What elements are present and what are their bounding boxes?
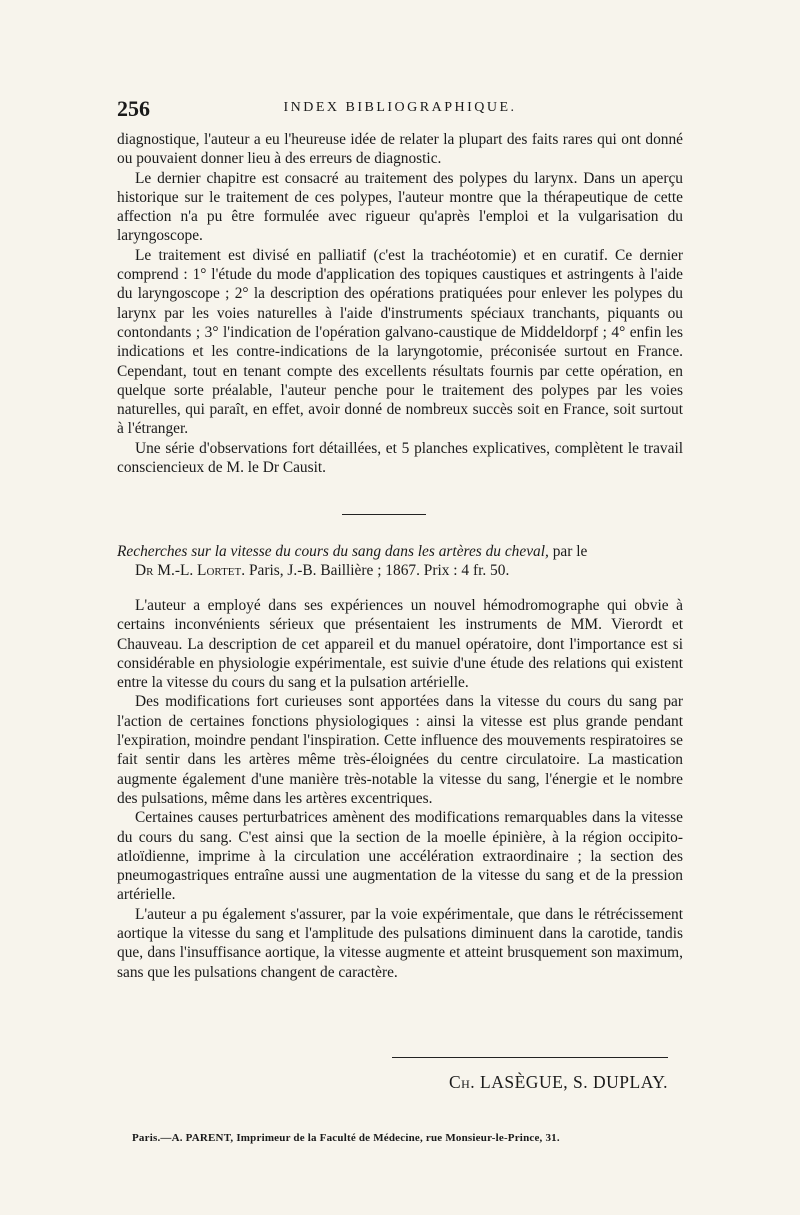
book-author: Dr M.-L. Lortet. xyxy=(135,562,246,580)
printer-imprint: Paris.—A. PARENT, Imprimeur de la Faculté de Médecine, rue Monsieur-le-Prince, 31. xyxy=(132,1132,560,1144)
paragraph: L'auteur a employé dans ses expériences un nouvel hémodromographe qui obvie à certains inconvénients sérieux que présentaient les instruments de MM. Vierordt et Chauveau. La description de cet appareil et du manuel opératoire, dont l'importance est si considérable en physiologie expérimentale, est suivie d'une étude des relations qui existent entre la vitesse du cours du sang et la pulsation artérielle. xyxy=(117,597,683,692)
paragraph: diagnostique, l'auteur a eu l'heureuse idée de relater la plupart des faits rares qui ont donné ou pouvaient donner lieu à des erreurs de diagnostic. xyxy=(117,131,683,168)
header-title: INDEX BIBLIOGRAPHIQUE. xyxy=(283,100,517,115)
book-title: Recherches sur la vitesse du cours du sang dans les artères du cheval, xyxy=(117,543,549,560)
page-number: 256 xyxy=(117,96,150,121)
review-one-text xyxy=(117,130,683,477)
book-publisher: Paris, J.-B. Baillière ; 1867. Prix : 4 fr. 50. xyxy=(248,562,510,580)
paragraph: Le dernier chapitre est consacré au traitement des polypes du larynx. Dans un aperçu historique sur le traitement de ces polypes, l'auteur montre que la thérapeutique de cette affection n'a pu être formulée avec rigueur qu'après l'emploi et la vulgarisation du laryngoscope. xyxy=(117,169,683,245)
signature xyxy=(392,1072,668,1093)
paragraph: Le traitement est divisé en palliatif (c'est la trachéotomie) et en curatif. Ce dernier comprend : 1° l'étude du mode d'application des topiques caustiques et astringents à l'aide du laryngoscope ; 2° la description des opérations pratiquées pour enlever les polypes du larynx par les voies naturelles à l'aide d'instruments spéciaux tranchants, piquants ou contondants ; 3° l'indication de l'opération galvano-caustique de Middeldorpf ; 4° enfin les indications et les contre-indications de la laryngotomie, préconisée surtout en France. Cependant, tout en tenant compte des excellents résultats fournis par cette opération, en quelque sorte préalable, l'auteur penche pour le traitement des polypes par les voies naturelles, qui paraît, en effet, avoir donné de nombreux succès soit en France, soit surtout à l'étranger. xyxy=(117,246,683,438)
paragraph: Une série d'observations fort détaillées, et 5 planches explicatives, complètent le travail consciencieux de M. le Dr Causit. xyxy=(117,439,683,477)
signature-divider xyxy=(392,1057,668,1058)
book-citation xyxy=(117,542,683,581)
paragraph: Des modifications fort curieuses sont apportées dans la vitesse du cours du sang par l'action de certaines fonctions physiologiques : ainsi la vitesse est plus grande pendant l'expiration, moindre pendant l'inspiration. Cette influence des mouvements respiratoires se fait sentir dans les artères même très-éloignées du centre circulatoire. La mastication augmente également d'une manière très-notable la vitesse du sang, l'énergie et le nombre des pulsations, même dans les artères excentriques. xyxy=(117,693,683,807)
signature-names: Ch. LASÈGUE, S. DUPLAY. xyxy=(448,1072,668,1092)
citation-by: par le xyxy=(552,543,588,560)
paragraph: L'auteur a pu également s'assurer, par la voie expérimentale, que dans le rétrécissement aortique la vitesse du sang et l'amplitude des pulsations diminuent dans la carotide, tandis que, dans l'insuffisance aortique, la vitesse augmente et atteint brusquement son maximum, sans que les pulsations changent de caractère. xyxy=(117,905,683,981)
paragraph: Certaines causes perturbatrices amènent des modifications remarquables dans la vitesse du cours du sang. C'est ainsi que la section de la moelle épinière, à la région occipito-atloïdienne, imprime à la circulation une accélération extraordinaire ; la section des pneumogastriques entraîne aussi une augmentation de la vitesse du sang et de la pression artérielle. xyxy=(117,809,683,904)
running-head xyxy=(117,96,683,124)
section-divider xyxy=(342,514,426,515)
review-two-text xyxy=(117,596,683,982)
